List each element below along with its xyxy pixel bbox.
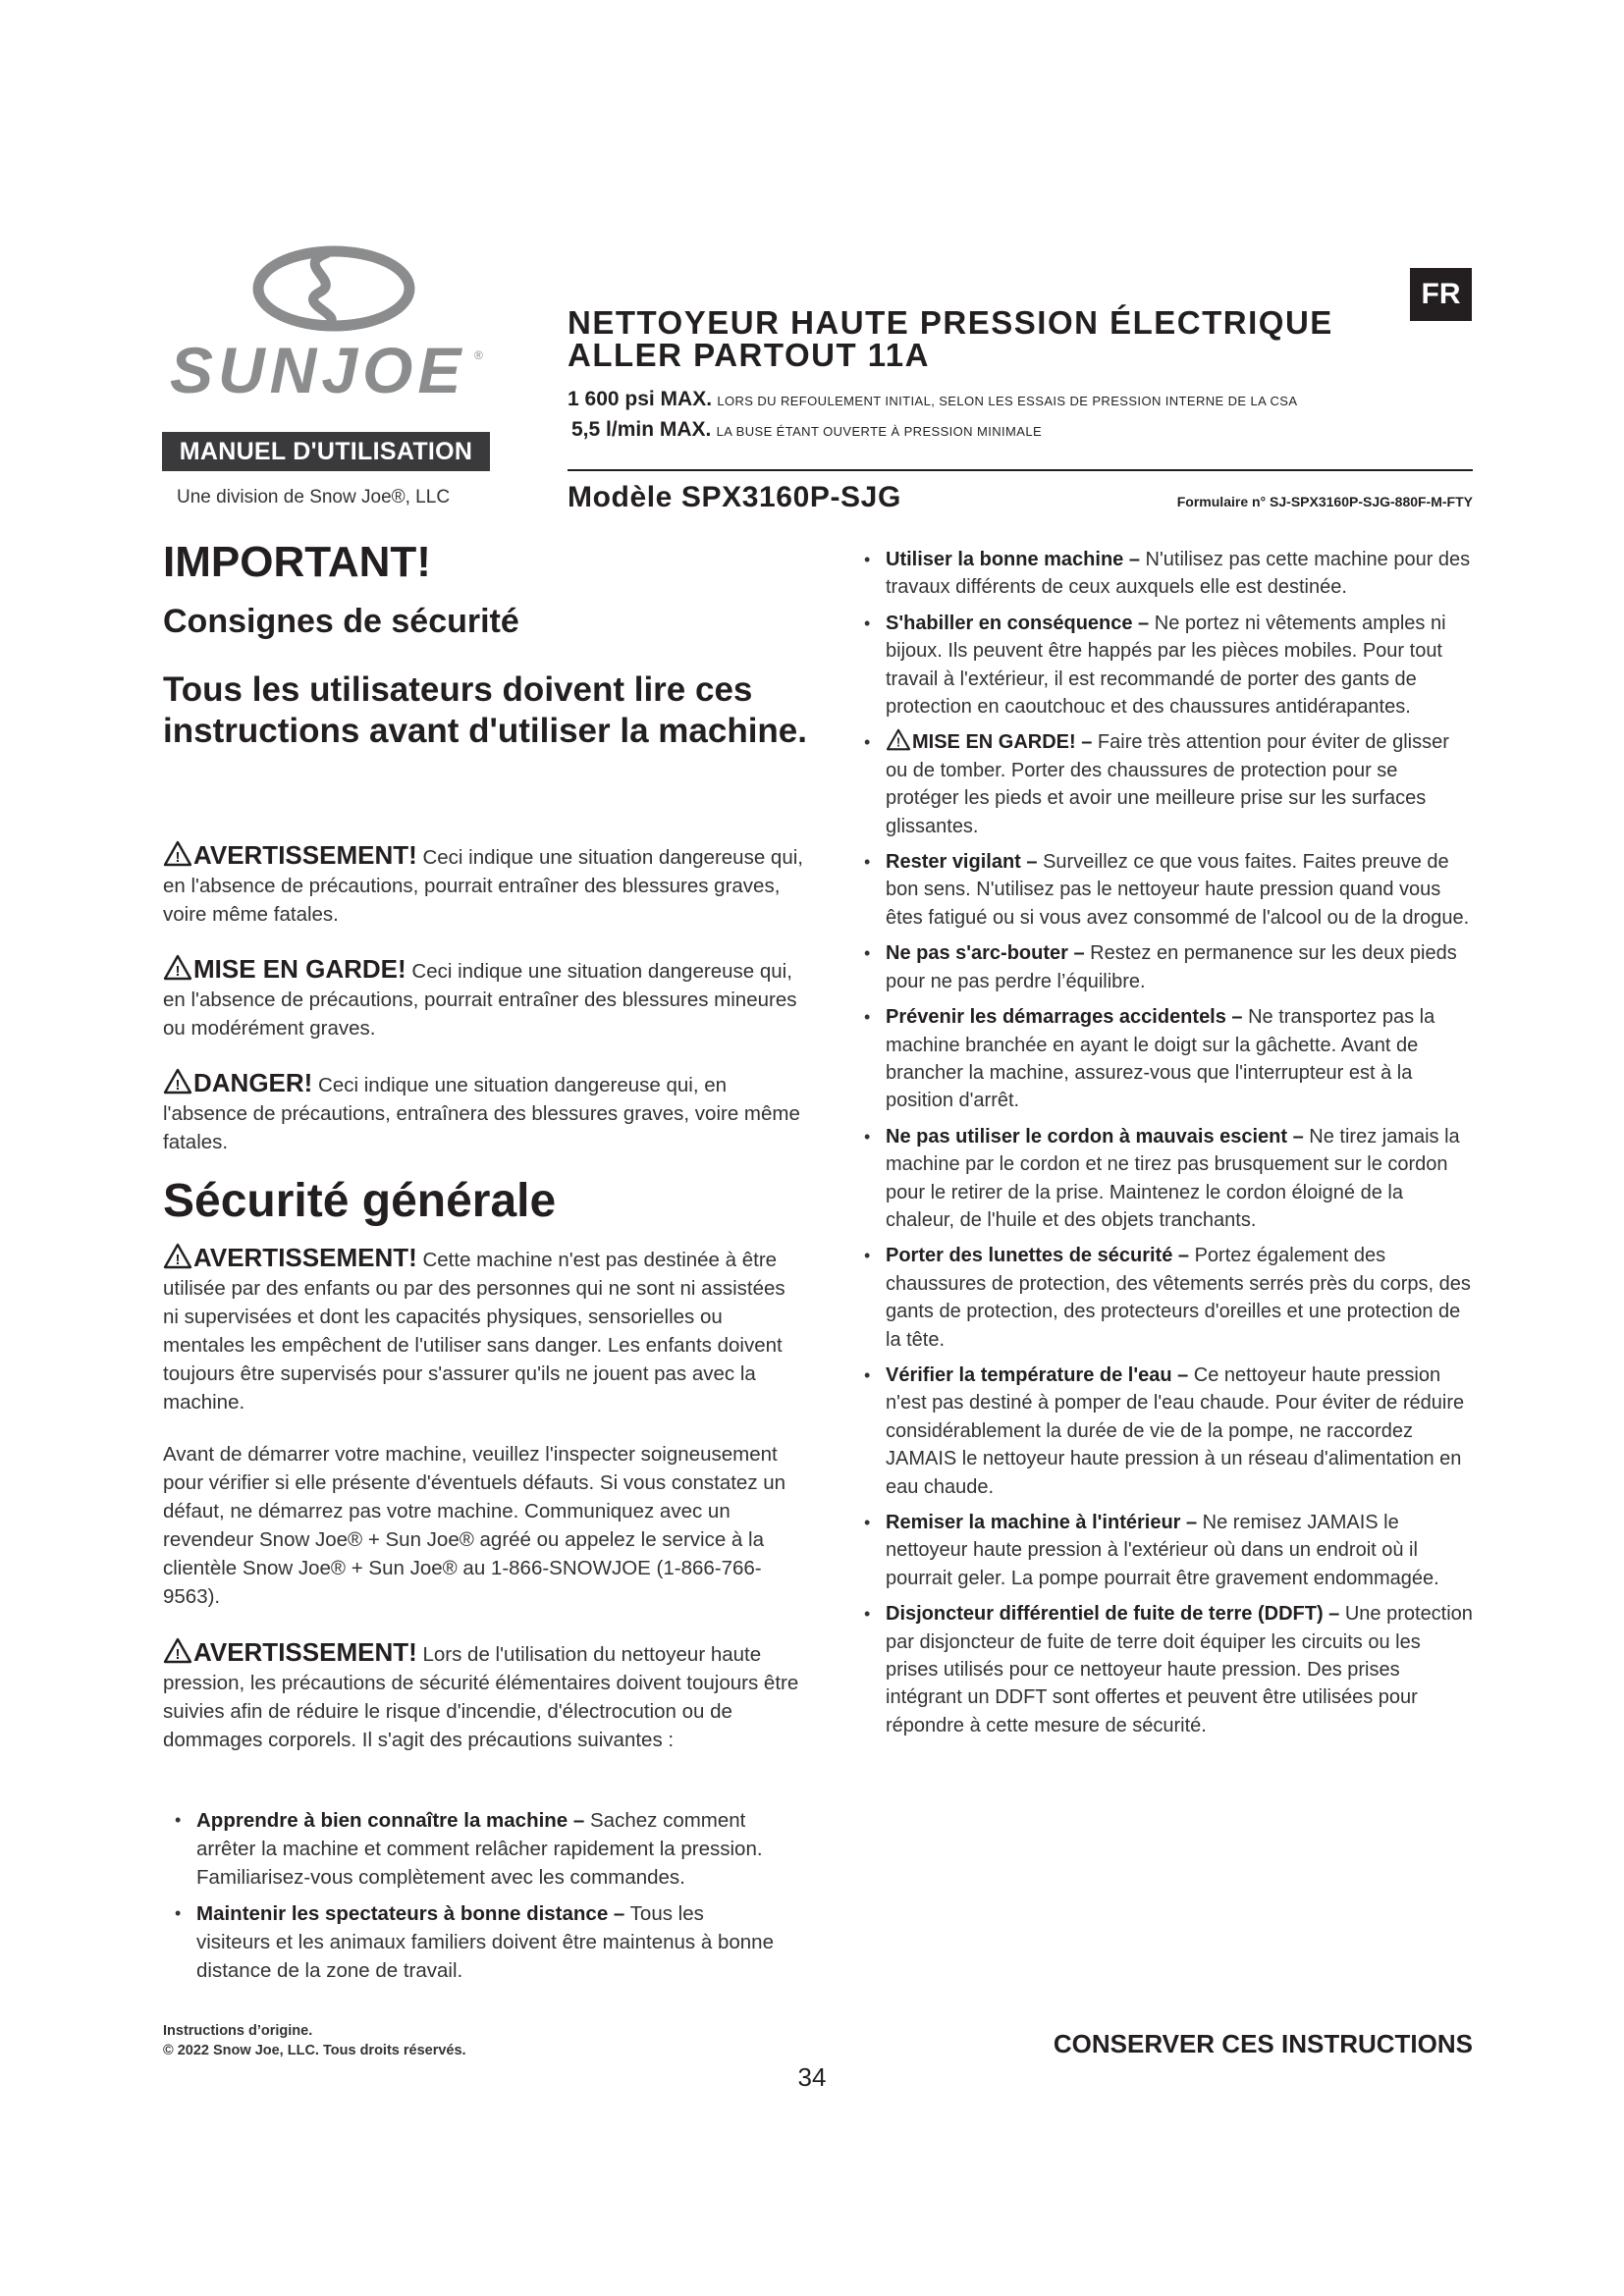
bullet-title: Porter des lunettes de sécurité – [886,1245,1190,1267]
bullet-text: Ne transportez pas la machine branchée en ayant le doigt sur la gâchette. Avant de brancher la machine, assurez-vous que l'interrupteur est à la position d'arrêt. [886,1006,1435,1112]
general-warning-1-kw: AVERTISSEMENT! [193,1243,417,1272]
bullet-text: N'utilisez pas cette machine pour des travaux différents de ceux auxquels elle est destinée. [886,549,1471,599]
bullet-text: Ne tirez jamais la machine par le cordon et ne tirez pas brusquement sur le cordon pour le retirer de la prise. Maintenez le cordon éloigné de la chaleur, de l'huile et des objets tranchants. [886,1125,1460,1231]
language-badge: FR [1410,268,1472,321]
list-item [175,1899,776,1985]
warning-triangle-icon [163,954,192,981]
bullet-text: Surveillez ce que vous faites. Faites preuve de bon sens. N'utilisez pas le nettoyeur haute pression quand vous êtes fatigué ou si vous avez consommé de l'alcool ou de la drogue. [886,851,1470,929]
bullet-title: Ne pas utiliser le cordon à mauvais escient – [886,1125,1304,1148]
definition-danger-kw: DANGER! [193,1068,313,1097]
definition-warning [163,840,805,929]
bullet-title: Maintenir les spectateurs à bonne distance – [196,1902,625,1925]
list-item [864,1362,1473,1501]
general-warning-2-text: Lors de l'utilisation du nettoyeur haute pression, les précautions de sécurité élémentaires doivent toujours être suivies afin de réduire le risque d'incendie, d'électrocution ou de dommages corporels. Il s'agit des précautions suivantes : [163,1643,799,1751]
list-item [175,1806,776,1892]
list-item [864,939,1473,995]
svg-text:!: ! [175,849,181,866]
sunjoe-logo [162,243,486,410]
page-number: 34 [797,2062,827,2092]
bullet-text: Ne portez ni vêtements amples ni bijoux. Ils peuvent être happés par les pièces mobiles. Pour tout travail à l'extérieur, il est recommandé de porter des gants de protection en caoutchouc et des chaussures antidérapantes. [886,612,1446,719]
footer-legal [163,2021,466,2060]
footer-copyright: © 2022 Snow Joe, LLC. Tous droits réservés. [163,2043,466,2058]
manual-label: MANUEL D'UTILISATION [162,432,490,471]
definition-warning-text: Ceci indique une situation dangereuse qui, en l'absence de précautions, pourrait entraîner des blessures graves, voire même fatales. [163,846,803,926]
right-bullet-list [864,546,1473,1747]
footer-origin: Instructions d’origine. [163,2023,313,2039]
general-warning-2-kw: AVERTISSEMENT! [193,1637,417,1667]
definition-caution [163,954,805,1042]
model-number: Modèle SPX3160P-SJG [568,481,901,513]
heading-consignes: Consignes de sécurité [163,603,519,640]
list-item [864,546,1473,602]
warning-triangle-icon [163,1243,192,1269]
title-line-1: NETTOYEUR HAUTE PRESSION ÉLECTRIQUE [568,304,1333,341]
list-item [864,1242,1473,1354]
warning-triangle-icon [163,1637,192,1664]
inspect-paragraph: Avant de démarrer votre machine, veuillez l'inspecter soigneusement pour vérifier si elle présente d'éventuels défauts. Si vous constatez un défaut, ne démarrez pas votre machine. Communiquez avec un revendeur Snow Joe® + Sun Joe® agréé ou appelez le service à la clientèle Snow Joe® + Sun Joe® au 1-866-SNOWJOE (1-866-766-9563). [163,1443,786,1608]
bullet-text: Ce nettoyeur haute pression n'est pas destiné à pomper de l'eau chaude. Pour éviter de réduire considérablement la durée de vie de la pompe, ne raccordez JAMAIS le nettoyeur haute pression à un réseau d'alimentation en eau chaude. [886,1363,1465,1498]
product-title [568,306,1333,371]
list-item [864,848,1473,932]
heading-general-safety: Sécurité générale [163,1175,557,1227]
spec-flow-value: 5,5 l/min MAX. [571,418,712,441]
bullet-title: Remiser la machine à l'intérieur – [886,1512,1198,1533]
bullet-text: Faire très attention pour éviter de glisser ou de tomber. Porter des chaussures de protection pour se protéger les pieds et avoir une meilleure prise sur les surfaces glissantes. [886,731,1449,837]
title-line-2: ALLER PARTOUT 11A [568,337,930,373]
bullet-text: Restez en permanence sur les deux pieds pour ne pas perdre l’équilibre. [886,942,1457,992]
definition-caution-kw: MISE EN GARDE! [193,954,406,984]
bullet-text: Une protection par disjoncteur de fuite de terre doit équiper les circuits ou les prises utilisés pour ce nettoyeur haute pression. Des prises intégrant un DDFT sont offertes et peuvent être utilisées pour répondre à cette mesure de sécurité. [886,1603,1473,1736]
footer-save-instructions: CONSERVER CES INSTRUCTIONS [1053,2029,1473,2058]
logo-reg-mark: ® [474,348,483,362]
definition-caution-text: Ceci indique une situation dangereuse qui, en l'absence de précautions, pourrait entraîner des blessures mineures ou modérément graves. [163,960,797,1040]
list-item [864,728,1473,840]
definition-danger [163,1068,805,1156]
spec-pressure-value: 1 600 psi MAX. [568,388,713,410]
bullet-title: Prévenir les démarrages accidentels – [886,1006,1243,1029]
left-bullet-list [175,1806,776,1993]
general-warning-2 [163,1637,805,1754]
spec-flow-note: LA BUSE ÉTANT OUVERTE À PRESSION MINIMALE [716,424,1043,439]
svg-text:!: ! [175,1252,181,1268]
division-text: Une division de Snow Joe®, LLC [177,487,451,507]
header-rule [568,469,1473,471]
bullet-title: MISE EN GARDE! – [912,731,1093,754]
general-warning-1 [163,1243,805,1416]
bullet-title: Rester vigilant – [886,851,1038,874]
bullet-title: Utiliser la bonne machine – [886,549,1140,570]
list-item [864,1003,1473,1115]
definition-warning-kw: AVERTISSEMENT! [193,840,417,870]
logo-wordmark: SUNJOE [170,334,466,406]
definition-danger-text: Ceci indique une situation dangereuse qui, en l'absence de précautions, entraînera des blessures graves, voire même fatales. [163,1074,800,1153]
bullet-title: S'habiller en conséquence – [886,612,1150,634]
warning-triangle-icon [163,1068,192,1095]
heading-important: IMPORTANT! [163,538,431,586]
bullet-text: Sachez comment arrêter la machine et comment relâcher rapidement la pression. Familiarisez-vous complètement avec les commandes. [196,1809,763,1889]
spec-flow [571,418,1042,442]
form-number: Formulaire n° SJ-SPX3160P-SJG-880F-M-FTY [1176,494,1473,509]
svg-text:!: • ! [895,735,901,751]
bullet-title: Apprendre à bien connaître la machine – [196,1809,585,1832]
swoosh-icon [258,251,409,326]
bullet-title: Vérifier la température de l'eau – [886,1363,1189,1386]
warning-triangle-icon [163,840,192,867]
general-warning-1-text: Cette machine n'est pas destinée à être utilisée par des enfants ou par des personnes qui ne sont ni assistées ni supervisées et dont les capacités physiques, sensorielles ou mentales les empêchent de l'utiliser sans danger. Les enfants doivent toujours être supervisés pour s'assurer qu'ils ne jouent pas avec la machine. [163,1249,785,1414]
heading-read-instructions: Tous les utilisateurs doivent lire ces instructions avant d'utiliser la machine. [163,670,807,750]
bullet-text: Tous les visiteurs et les animaux familiers doivent être maintenus à bonne distance de la zone de travail. [196,1902,774,1982]
list-item [864,1123,1473,1235]
list-item [864,1600,1473,1739]
bullet-text: Ne remisez JAMAIS le nettoyeur haute pression à l'extérieur où dans un endroit où il pourrait geler. La pompe pourrait être gravement endommagée. [886,1512,1439,1589]
bullet-title: Ne pas s'arc-bouter – [886,942,1085,965]
spec-pressure-note: LORS DU REFOULEMENT INITIAL, SELON LES ESSAIS DE PRESSION INTERNE DE LA CSA [717,394,1298,408]
svg-text:!: ! [175,1646,181,1663]
bullet-title: Disjoncteur différentiel de fuite de terre (DDFT) – [886,1603,1340,1626]
list-item [864,610,1473,721]
svg-text:!: ! [175,1077,181,1094]
list-item [864,1509,1473,1592]
warning-triangle-icon [886,728,911,751]
svg-text:!: ! [175,963,181,980]
spec-pressure [568,388,1297,411]
bullet-text: Portez également des chaussures de protection, des vêtements serrés près du corps, des gants de protection, des protecteurs d'oreilles et une protection de la tête. [886,1245,1471,1351]
